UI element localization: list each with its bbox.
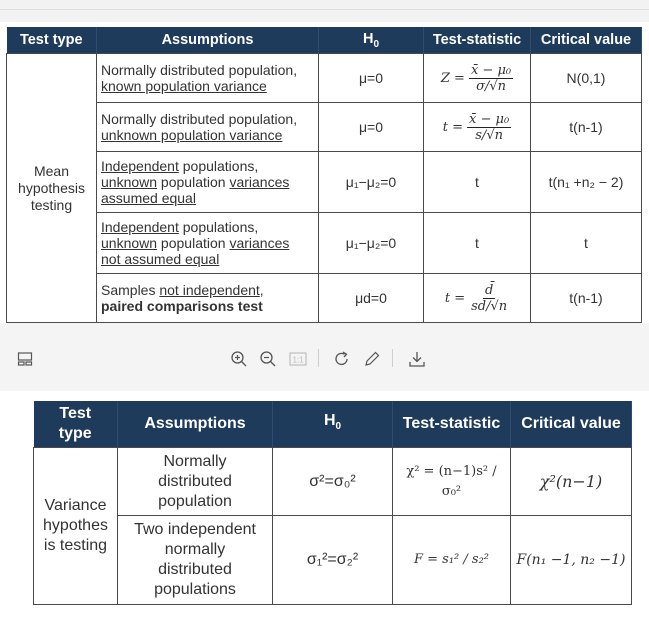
assumption-text: not assumed equal — [101, 251, 220, 267]
stat-formula: χ² = (n−1)s² / σ₀² — [406, 463, 497, 499]
statistic-cell: t — [424, 213, 531, 274]
header-critical-value: Critical value — [511, 401, 632, 448]
h0-cell: μ₁−μ₂=0 — [319, 213, 424, 274]
statistic-cell — [393, 516, 511, 605]
zoom-out-icon[interactable] — [259, 350, 277, 368]
critical-value-cell: t — [531, 213, 642, 274]
table-header-row — [34, 401, 632, 448]
h0-cell: μ₁−μ₂=0 — [319, 152, 424, 213]
test-type-cell — [7, 54, 97, 323]
stat-formula: F = s₁² / s₂² — [413, 552, 489, 567]
critical-value-cell: N(0,1) — [531, 54, 642, 103]
assumption-text: Independent — [101, 158, 179, 174]
table-row — [7, 103, 642, 152]
stat-denominator: σ/√n — [476, 78, 506, 94]
statistic-cell — [393, 448, 511, 516]
assumption-cell — [97, 54, 319, 103]
assumption-text: not independent — [159, 282, 260, 298]
header-test-statistic: Test-statistic — [393, 401, 511, 448]
table-row — [7, 274, 642, 323]
header-test-type: Test type — [7, 27, 97, 54]
assumption-text: paired comparisons test — [101, 298, 263, 314]
header-h0: $H_0$ — [319, 27, 424, 54]
header-assumptions: Assumptions — [118, 401, 273, 448]
top-band — [0, 0, 649, 22]
divider — [0, 9, 649, 10]
assumption-text: populations, — [178, 219, 259, 235]
assumption-line: Normally distributed population, — [101, 111, 298, 127]
rotate-icon[interactable] — [333, 350, 351, 368]
assumption-text: assumed equal — [101, 190, 196, 206]
stat-numerator: x̄ − μ₀ — [470, 62, 512, 78]
fit-icon[interactable] — [289, 350, 307, 368]
assumption-text: Two independent normally distributed populations — [134, 521, 256, 598]
assumption-text: Samples — [101, 282, 160, 298]
assumption-text: unknown — [101, 174, 158, 190]
table-row — [7, 54, 642, 103]
test-type-text: Mean hypothesis testing — [18, 162, 85, 213]
table-row — [34, 448, 632, 516]
assumption-text: population — [157, 235, 230, 251]
assumption-cell — [97, 213, 319, 274]
assumption-cell — [118, 448, 273, 516]
critical-value-cell: t(n-1) — [531, 103, 642, 152]
header-test-type: Test type — [34, 401, 118, 448]
critical-value-cell: χ²(n−1) — [511, 448, 632, 516]
table-row — [34, 516, 632, 605]
assumption-text: variances — [229, 235, 290, 251]
layout-icon[interactable] — [16, 350, 34, 368]
header-test-statistic: Test-statistic — [424, 27, 531, 54]
table-row — [7, 213, 642, 274]
edit-icon[interactable] — [363, 350, 381, 368]
toolbar-separator — [392, 349, 393, 367]
table-header-row — [7, 27, 642, 54]
zoom-in-icon[interactable] — [230, 350, 248, 368]
svg-text:1:1: 1:1 — [292, 355, 304, 365]
variance-testing-table — [33, 401, 632, 605]
test-type-text: Variance hypothes is testing — [43, 497, 108, 554]
test-type-cell — [34, 448, 118, 605]
image-viewer-toolbar — [0, 323, 649, 391]
critical-value-cell: t(n-1) — [531, 274, 642, 323]
assumption-line: known population variance — [101, 78, 267, 94]
table-row — [7, 152, 642, 213]
statistic-cell — [424, 274, 531, 323]
assumption-text: unknown — [101, 235, 158, 251]
assumption-cell — [97, 274, 319, 323]
statistic-cell — [424, 103, 531, 152]
mean-testing-table — [6, 27, 642, 323]
assumption-text: , — [259, 282, 264, 298]
h0-cell: μd=0 — [319, 274, 424, 323]
assumption-cell — [97, 152, 319, 213]
stat-lhs: t = — [442, 119, 464, 135]
header-h0: $H_0$ — [273, 401, 393, 448]
stat-denominator: s/√n — [475, 127, 503, 143]
header-assumptions: Assumptions — [97, 27, 319, 54]
assumption-text: Independent — [101, 219, 179, 235]
assumption-cell — [97, 103, 319, 152]
stat-numerator: d̄ — [484, 282, 494, 298]
h0-cell: μ=0 — [319, 103, 424, 152]
critical-value-cell: F(n₁ −1, n₂ −1) — [511, 516, 632, 605]
statistic-cell — [424, 54, 531, 103]
h0-cell: μ=0 — [319, 54, 424, 103]
assumption-line: unknown population variance — [101, 127, 283, 143]
critical-value-cell: t(n₁ +n₂ − 2) — [531, 152, 642, 213]
download-icon[interactable] — [408, 350, 426, 368]
assumption-text: population — [157, 174, 230, 190]
assumption-line: Normally distributed population, — [101, 62, 298, 78]
stat-lhs: t = — [444, 290, 466, 306]
assumption-text: variances — [229, 174, 290, 190]
assumption-cell — [118, 516, 273, 605]
assumption-text: populations, — [178, 158, 259, 174]
stat-lhs: Z = — [440, 70, 465, 86]
toolbar-separator — [318, 349, 319, 367]
assumption-text: Normally distributed population — [158, 452, 232, 510]
h0-cell: σ₁²=σ₂² — [273, 516, 393, 605]
header-critical-value: Critical value — [531, 27, 642, 54]
stat-denominator: sd/√n — [471, 298, 508, 314]
h0-cell: σ²=σ₀² — [273, 448, 393, 516]
statistic-cell: t — [424, 152, 531, 213]
stat-numerator: x̄ − μ₀ — [469, 111, 510, 127]
